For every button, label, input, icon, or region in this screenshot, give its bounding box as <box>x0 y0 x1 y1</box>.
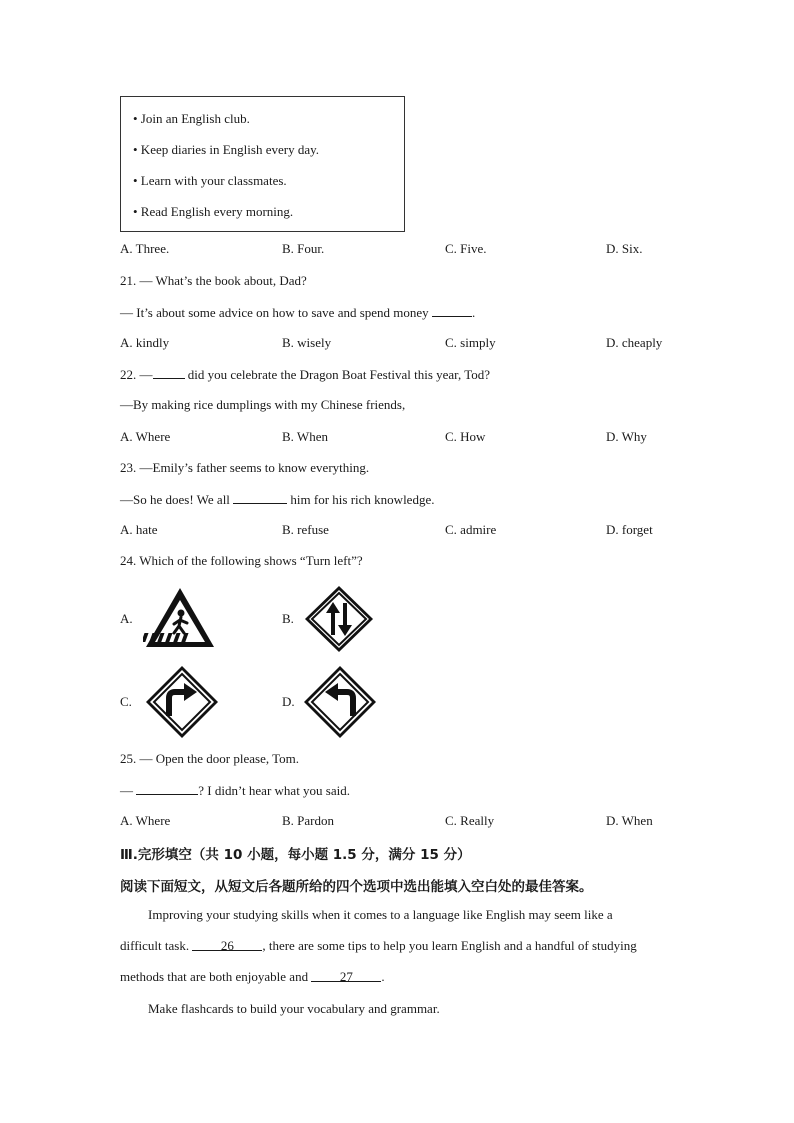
q23-blank <box>233 491 287 504</box>
passage-line <box>120 938 637 954</box>
passage-text: . <box>381 969 385 984</box>
tip-item: • Learn with your classmates. <box>133 173 287 188</box>
q22-answer: —By making rice dumplings with my Chinese friends, <box>120 397 406 412</box>
turn-left-sign-icon <box>302 664 378 740</box>
tip-item: • Keep diaries in English every day. <box>133 142 320 157</box>
q25-question: 25. — Open the door please, Tom. <box>120 751 300 766</box>
blank-27: 27 <box>311 969 381 982</box>
passage-text: , there are some tips to help you learn English and a handful of studying <box>262 938 637 953</box>
q21-option-d: D. cheaply <box>606 335 663 350</box>
q24-label-b: B. <box>282 611 294 626</box>
turn-right-sign-icon <box>144 664 220 740</box>
pedestrian-crossing-sign-icon <box>143 585 217 651</box>
q24-label-a: A. <box>120 611 133 626</box>
q22-question-start: 22. — <box>120 367 153 382</box>
q25-answer-start: — <box>120 783 133 798</box>
q23-option-a: A. hate <box>120 522 158 537</box>
tips-box <box>120 96 405 232</box>
tip-item: • Read English every morning. <box>133 204 294 219</box>
q21-answer-line <box>120 304 475 321</box>
q22-option-d: D. Why <box>606 429 647 444</box>
q20-option-d: D. Six. <box>606 241 643 256</box>
q23-answer-start: —So he does! We all <box>120 492 230 507</box>
q22-option-b: B. When <box>282 429 328 444</box>
q23-option-b: B. refuse <box>282 522 329 537</box>
passage-text: difficult task. <box>120 938 190 953</box>
q25-option-b: B. Pardon <box>282 813 334 828</box>
q21-answer-end: . <box>471 305 476 320</box>
passage-line: Improving your studying skills when it comes to a language like English may seem like a <box>148 907 613 922</box>
q23-answer-line <box>120 491 434 508</box>
q23-answer-end: him for his rich knowledge. <box>290 492 435 507</box>
passage-line: Make flashcards to build your vocabulary and grammar. <box>148 1001 440 1016</box>
q23-question: 23. —Emily’s father seems to know everything. <box>120 460 370 475</box>
q21-question: 21. — What’s the book about, Dad? <box>120 273 307 288</box>
q21-answer-text: — It’s about some advice on how to save and spend money <box>120 305 429 320</box>
q22-option-c: C. How <box>445 429 486 444</box>
q23-option-c: C. admire <box>445 522 497 537</box>
tip-item: • Join an English club. <box>133 111 250 126</box>
q21-option-b: B. wisely <box>282 335 332 350</box>
q23-option-d: D. forget <box>606 522 653 537</box>
blank-26: 26 <box>192 938 262 951</box>
two-way-traffic-sign-icon <box>303 584 375 654</box>
q25-option-a: A. Where <box>120 813 171 828</box>
section-instruction: 阅读下面短文，从短文后各题所给的四个选项中选出能填入空白处的最佳答案。 <box>120 879 593 895</box>
q21-blank <box>432 304 472 317</box>
section-heading: Ⅲ.完形填空（共 10 小题，每小题 1.5 分，满分 15 分） <box>120 847 471 863</box>
q22-question <box>120 366 490 383</box>
q25-answer-end: ? I didn’t hear what you said. <box>198 783 350 798</box>
q25-option-d: D. When <box>606 813 653 828</box>
q22-option-a: A. Where <box>120 429 171 444</box>
q20-option-b: B. Four. <box>282 241 325 256</box>
q21-option-a: A. kindly <box>120 335 170 350</box>
q24-label-d: D. <box>282 694 295 709</box>
q20-option-a: A. Three. <box>120 241 170 256</box>
q24-question: 24. Which of the following shows “Turn left”? <box>120 553 363 568</box>
q25-blank <box>136 782 198 795</box>
q24-label-c: C. <box>120 694 132 709</box>
q25-option-c: C. Really <box>445 813 495 828</box>
q21-option-c: C. simply <box>445 335 496 350</box>
q22-blank <box>153 366 185 379</box>
q25-answer-line <box>120 782 350 799</box>
passage-text: methods that are both enjoyable and <box>120 969 309 984</box>
q22-question-end: did you celebrate the Dragon Boat Festival this year, Tod? <box>187 367 491 382</box>
q20-option-c: C. Five. <box>445 241 487 256</box>
passage-line <box>120 969 385 985</box>
